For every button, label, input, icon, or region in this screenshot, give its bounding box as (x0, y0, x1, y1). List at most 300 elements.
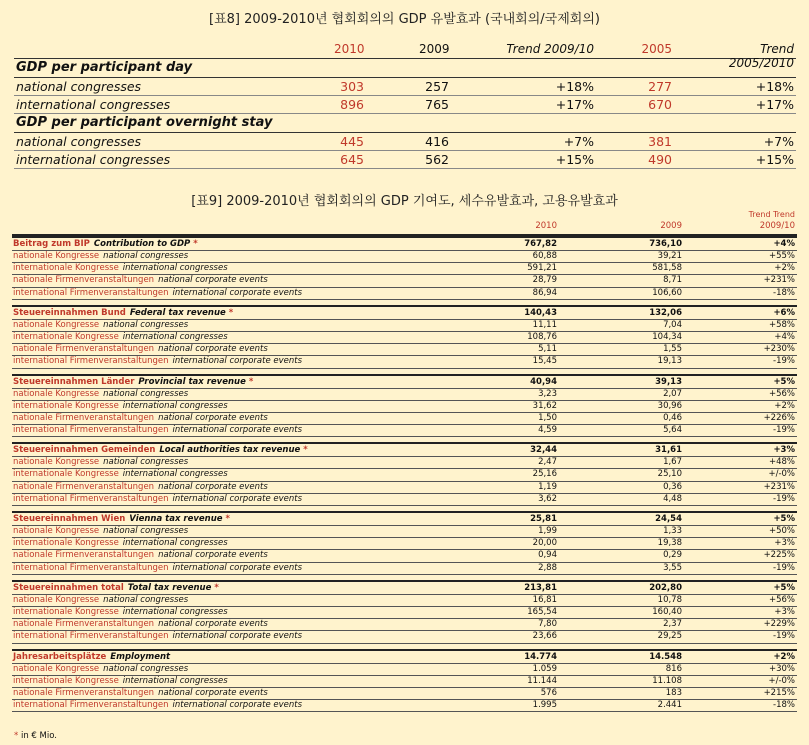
table-row (12, 595, 797, 607)
value-2005: 490 (648, 152, 672, 167)
label-german: nationale Kongresse (13, 319, 100, 330)
label-german: Steuereinnahmen Gemeinden (13, 445, 156, 456)
table-row (12, 469, 797, 481)
footnote-marker: * (225, 514, 230, 524)
row-label: international congresses (16, 97, 171, 112)
value-2009: 160,40 (652, 606, 682, 617)
trend-2009-10: +15% (555, 152, 594, 167)
value-2009: 31,61 (655, 445, 682, 456)
trend-2009-10: +215% (763, 687, 795, 698)
value-2009: 562 (425, 152, 449, 167)
value-2010: 40,94 (530, 376, 557, 387)
label-english: Vienna tax revenue (129, 514, 223, 524)
trend-2009-10: -18% (773, 700, 795, 711)
label-german: nationale Kongresse (13, 388, 100, 399)
value-2009: 8,71 (663, 275, 682, 286)
row-label (13, 251, 188, 262)
label-german: Steuereinnahmen Bund (13, 307, 126, 318)
table-row (12, 664, 797, 676)
section-row (12, 374, 797, 389)
trend-2009-10: +3% (774, 606, 795, 617)
header-trend-2009-10: 2009/10 (759, 221, 795, 231)
value-2009: 0,36 (663, 481, 682, 492)
gdp-per-participant-table (14, 36, 796, 169)
label-german: Steuereinnahmen Wien (13, 514, 126, 524)
row-label (13, 664, 188, 675)
label-german: nationale Kongresse (13, 457, 100, 468)
trend-2009-10: +56% (768, 388, 795, 399)
value-2010: 767,82 (524, 239, 557, 249)
trend-2009-10: +17% (555, 97, 594, 112)
value-2009: 1,67 (663, 457, 682, 468)
trend-2009-10: +3% (774, 538, 795, 549)
value-2009: 5,64 (663, 425, 682, 436)
label-german: internationale Kongresse (13, 263, 119, 274)
row-label (13, 332, 228, 343)
label-german: internationale Kongresse (13, 675, 119, 686)
trend-2009-10: +3% (773, 445, 795, 456)
label-german: Jahresarbeitsplätze (13, 651, 107, 662)
table-row (12, 288, 797, 300)
trend-2005-2010: +18% (755, 79, 794, 94)
label-german: nationale Firmenveranstaltungen (13, 275, 155, 286)
trend-2009-10: +2% (774, 400, 795, 411)
value-2010: 32,44 (530, 445, 557, 456)
row-label (13, 457, 188, 468)
table-row (14, 96, 796, 114)
value-2010: 4,59 (538, 425, 557, 436)
table-row (12, 332, 797, 344)
row-label (13, 651, 170, 663)
label-english: international corporate events (172, 562, 303, 573)
trend-2009-10: +4% (774, 331, 795, 342)
row-label (13, 619, 268, 630)
footnote-marker: * (214, 582, 219, 593)
row-label (13, 307, 233, 319)
trend-2009-10: +2% (774, 263, 795, 274)
value-2009: 30,96 (657, 400, 682, 411)
trend-2009-10: -19% (773, 356, 795, 367)
value-2009: 765 (425, 97, 449, 112)
value-2010: 3,62 (538, 493, 557, 504)
value-2009: 0,46 (663, 412, 682, 423)
label-german: international Firmenveranstaltungen (13, 562, 169, 573)
footnote-text: in € Mio. (20, 731, 57, 741)
label-english: international congresses (122, 331, 228, 342)
section-title: GDP per participant day (14, 59, 796, 78)
label-english: international corporate events (172, 425, 303, 436)
value-2009: 0,29 (663, 550, 682, 561)
trend-2009-10: +58% (768, 319, 795, 330)
table-row (12, 538, 797, 550)
value-2010: 576 (540, 687, 557, 698)
label-english: national corporate events (158, 412, 268, 423)
label-english: Federal tax revenue (129, 307, 226, 318)
footnote-marker: * (303, 445, 308, 456)
row-label (13, 425, 302, 436)
label-english: international corporate events (172, 631, 303, 642)
table9-body (12, 236, 797, 712)
value-2010: 11,11 (532, 319, 557, 330)
label-english: international congresses (122, 263, 228, 274)
label-english: international corporate events (172, 287, 303, 298)
value-2010: 591,21 (527, 263, 557, 274)
label-german: international Firmenveranstaltungen (13, 700, 169, 711)
value-2009: 25,10 (657, 469, 682, 480)
gdp-contribution-table (12, 210, 797, 712)
label-english: Employment (110, 651, 171, 662)
label-english: national congresses (103, 251, 189, 261)
trend-2005-2010: +15% (755, 152, 794, 167)
value-2010: 25,81 (530, 514, 557, 524)
label-german: international Firmenveranstaltungen (13, 631, 169, 642)
value-2010: 2,88 (538, 562, 557, 573)
label-english: international congresses (122, 469, 228, 480)
table-row (12, 619, 797, 631)
value-2010: 7,80 (538, 619, 557, 630)
section-row (12, 649, 797, 664)
trend-2009-10: +6% (773, 307, 795, 318)
row-label: national congresses (16, 134, 142, 149)
trend-2009-10: -19% (773, 425, 795, 436)
label-english: national corporate events (158, 344, 268, 355)
trend-2005-2010: +17% (755, 97, 794, 112)
trend-2009-10: -19% (773, 493, 795, 504)
table-row (12, 425, 797, 437)
label-german: Steuereinnahmen total (13, 582, 124, 593)
trend-2009-10: +18% (555, 79, 594, 94)
row-label (13, 607, 228, 618)
label-german: internationale Kongresse (13, 400, 119, 411)
row-label (13, 320, 188, 331)
label-english: international corporate events (172, 493, 303, 504)
label-english: international corporate events (172, 700, 303, 711)
trend-2009-10: +56% (768, 594, 795, 605)
row-label (13, 482, 268, 493)
row-label (13, 263, 228, 274)
footnote (14, 731, 57, 741)
footnote-star: * (14, 731, 19, 741)
table-row (12, 482, 797, 494)
value-2010: 86,94 (532, 287, 557, 298)
table-row (12, 607, 797, 619)
value-2009: 1,33 (663, 526, 682, 536)
label-german: Steuereinnahmen Länder (13, 376, 135, 387)
row-label (13, 582, 219, 594)
row-label: national congresses (16, 79, 142, 94)
header-2010: 2010 (535, 221, 557, 231)
value-2010: 23,66 (532, 631, 557, 642)
value-2010: 213,81 (524, 582, 557, 593)
trend-2009-10: -19% (773, 631, 795, 642)
row-label (13, 376, 253, 388)
header-2009: 2009 (660, 221, 682, 231)
table-row (12, 275, 797, 287)
label-german: nationale Firmenveranstaltungen (13, 481, 155, 492)
value-2009: 2.441 (657, 700, 682, 711)
label-english: Total tax revenue (127, 582, 212, 593)
label-english: national congresses (103, 526, 189, 536)
label-english: Contribution to GDP (93, 239, 191, 249)
trend-2009-10: +48% (768, 457, 795, 468)
trend-2009-10: +231% (763, 275, 795, 286)
row-label (13, 688, 268, 699)
label-english: international congresses (122, 538, 228, 549)
table-row (12, 389, 797, 401)
header-trend-2009-10: Trend 2009/10 (506, 42, 594, 56)
row-label (13, 550, 268, 561)
section-row (12, 236, 797, 251)
value-2010: 16,81 (532, 594, 557, 605)
trend-2005-2010: +7% (763, 134, 794, 149)
table-row (12, 526, 797, 538)
label-german: international Firmenveranstaltungen (13, 287, 169, 298)
value-2010: 5,11 (538, 344, 557, 355)
label-english: national congresses (103, 457, 189, 468)
section-row (12, 305, 797, 320)
label-german: international Firmenveranstaltungen (13, 493, 169, 504)
section-title: GDP per participant overnight stay (14, 114, 796, 133)
trend-2009-10: +5% (773, 582, 795, 593)
value-2009: 39,13 (655, 376, 682, 387)
value-2009: 104,34 (652, 331, 682, 342)
label-german: nationale Kongresse (13, 526, 100, 536)
value-2005: 277 (648, 79, 672, 94)
label-english: national corporate events (158, 481, 268, 492)
table-row (12, 676, 797, 688)
label-english: Local authorities tax revenue (159, 445, 301, 456)
label-german: internationale Kongresse (13, 469, 119, 480)
trend-2009-10: +225% (763, 550, 795, 561)
label-english: international congresses (122, 400, 228, 411)
header-2005: 2005 (641, 42, 672, 56)
value-2005: 381 (648, 134, 672, 149)
table-row (12, 700, 797, 712)
value-2009: 257 (425, 79, 449, 94)
label-german: nationale Firmenveranstaltungen (13, 550, 155, 561)
label-german: internationale Kongresse (13, 606, 119, 617)
trend-2009-10: -19% (773, 562, 795, 573)
value-2005: 670 (648, 97, 672, 112)
row-label (13, 469, 228, 480)
value-2009: 1,55 (663, 344, 682, 355)
value-2009: 183 (665, 687, 682, 698)
label-german: nationale Firmenveranstaltungen (13, 412, 155, 423)
table-row (14, 151, 796, 169)
row-label (13, 344, 268, 355)
value-2009: 816 (665, 663, 682, 674)
trend-2009-10: +5% (773, 376, 795, 387)
footnote-marker: * (228, 307, 234, 318)
value-2009: 19,38 (657, 538, 682, 549)
row-label: international congresses (16, 152, 171, 167)
value-2009: 24,54 (655, 514, 682, 524)
label-english: national corporate events (158, 687, 268, 698)
label-german: nationale Kongresse (13, 663, 100, 674)
table8-body (14, 59, 796, 169)
value-2009: 39,21 (657, 251, 682, 261)
trend-2009-10: +5% (773, 514, 795, 524)
label-english: international corporate events (172, 356, 303, 367)
value-2010: 0,94 (538, 550, 557, 561)
value-2009: 202,80 (649, 582, 682, 593)
header-trend-2005-2010: Trend 2005/2010 (728, 42, 794, 70)
table-row (12, 550, 797, 562)
value-2010: 14.774 (524, 651, 557, 662)
trend-2009-10: -18% (773, 287, 795, 298)
row-label (13, 389, 188, 400)
label-german: nationale Firmenveranstaltungen (13, 619, 155, 630)
trend-2009-10: +/-0% (768, 469, 795, 480)
trend-2009-10: +230% (763, 344, 795, 355)
row-label (13, 513, 230, 525)
table-row (12, 494, 797, 506)
trend-2009-10: +7% (563, 134, 594, 149)
value-2010: 1.059 (532, 663, 557, 674)
table9-title: [표9] 2009-2010년 협회회의의 GDP 기여도, 세수유발효과, 고용유발효과 (191, 194, 618, 209)
table-row (12, 320, 797, 332)
value-2010: 60,88 (532, 251, 557, 261)
value-2010: 1,19 (538, 481, 557, 492)
value-2009: 416 (425, 134, 449, 149)
label-german: international Firmenveranstaltungen (13, 356, 169, 367)
table-row (12, 688, 797, 700)
row-label (13, 700, 302, 711)
label-german: Beitrag zum BIP (13, 239, 90, 249)
label-english: national corporate events (158, 275, 268, 286)
value-2009: 19,13 (657, 356, 682, 367)
label-german: nationale Firmenveranstaltungen (13, 687, 155, 698)
row-label (13, 238, 198, 250)
label-german: internationale Kongresse (13, 331, 119, 342)
table-row (12, 263, 797, 275)
table-row (14, 133, 796, 151)
table-row (14, 78, 796, 96)
value-2010: 28,79 (532, 275, 557, 286)
value-2010: 165,54 (527, 606, 557, 617)
value-2010: 896 (340, 97, 364, 112)
label-german: nationale Firmenveranstaltungen (13, 344, 155, 355)
table-row (12, 457, 797, 469)
value-2010: 3,23 (538, 388, 557, 399)
label-english: national congresses (103, 319, 189, 330)
value-2010: 303 (340, 79, 364, 94)
value-2009: 29,25 (657, 631, 682, 642)
trend-2009-10: +229% (763, 619, 795, 630)
value-2009: 581,58 (652, 263, 682, 274)
trend-2009-10: +50% (768, 526, 795, 536)
value-2010: 25,16 (532, 469, 557, 480)
label-english: international congresses (122, 675, 228, 686)
value-2010: 2,47 (538, 457, 557, 468)
header-2009: 2009 (419, 42, 450, 56)
table9-header (12, 210, 797, 236)
value-2010: 11.144 (527, 675, 557, 686)
table-row (12, 413, 797, 425)
value-2009: 2,37 (663, 619, 682, 630)
section-row (12, 580, 797, 595)
label-english: national congresses (103, 388, 189, 399)
row-label (13, 538, 228, 549)
table-row (12, 631, 797, 643)
value-2010: 1,99 (538, 526, 557, 536)
value-2009: 106,60 (652, 287, 682, 298)
row-label (13, 444, 308, 456)
trend-2009-10: +231% (763, 481, 795, 492)
header-2010: 2010 (334, 42, 365, 56)
value-2009: 4,48 (663, 493, 682, 504)
label-german: nationale Kongresse (13, 251, 100, 261)
value-2009: 736,10 (649, 239, 682, 249)
value-2010: 1,50 (538, 412, 557, 423)
row-label (13, 401, 228, 412)
row-label (13, 413, 268, 424)
row-label (13, 526, 188, 537)
value-2009: 3,55 (663, 562, 682, 573)
label-german: internationale Kongresse (13, 538, 119, 549)
label-english: national corporate events (158, 619, 268, 630)
table8-title: [표8] 2009-2010년 협회회의의 GDP 유발효과 (국내회의/국제회의) (209, 12, 600, 27)
value-2009: 132,06 (649, 307, 682, 318)
label-english: international congresses (122, 606, 228, 617)
value-2010: 108,76 (527, 331, 557, 342)
trend-2009-10: +2% (773, 651, 795, 662)
table-row (12, 344, 797, 356)
label-english: Provincial tax revenue (138, 376, 246, 387)
header-trend-top: Trend Trend (748, 210, 795, 219)
row-label (13, 676, 228, 687)
trend-2009-10: +55% (768, 251, 795, 261)
table-row (12, 356, 797, 368)
value-2010: 445 (340, 134, 364, 149)
footnote-marker: * (248, 376, 254, 387)
label-german: nationale Kongresse (13, 594, 100, 605)
table-row (12, 251, 797, 263)
value-2010: 31,62 (532, 400, 557, 411)
trend-2009-10: +30% (768, 663, 795, 674)
value-2010: 1.995 (532, 700, 557, 711)
section-row (12, 442, 797, 457)
value-2009: 2,07 (663, 388, 682, 399)
value-2009: 14.548 (649, 651, 682, 662)
section-row (12, 511, 797, 526)
label-german: international Firmenveranstaltungen (13, 425, 169, 436)
table-row (12, 401, 797, 413)
value-2009: 10,78 (657, 594, 682, 605)
value-2010: 140,43 (524, 307, 557, 318)
row-label (13, 631, 302, 642)
label-english: national corporate events (158, 550, 268, 561)
value-2009: 7,04 (663, 319, 682, 330)
trend-2009-10: +/-0% (768, 675, 795, 686)
value-2010: 15,45 (532, 356, 557, 367)
value-2010: 20,00 (532, 538, 557, 549)
label-english: national congresses (103, 594, 189, 605)
row-label (13, 275, 268, 286)
row-label (13, 563, 302, 574)
row-label (13, 356, 302, 367)
row-label (13, 288, 302, 299)
label-english: national congresses (103, 663, 189, 674)
value-2010: 645 (340, 152, 364, 167)
row-label (13, 595, 188, 606)
row-label (13, 494, 302, 505)
trend-2009-10: +226% (763, 412, 795, 423)
value-2009: 11.108 (652, 675, 682, 686)
table-row (12, 563, 797, 575)
trend-2009-10: +4% (773, 239, 795, 249)
footnote-marker: * (193, 239, 198, 249)
